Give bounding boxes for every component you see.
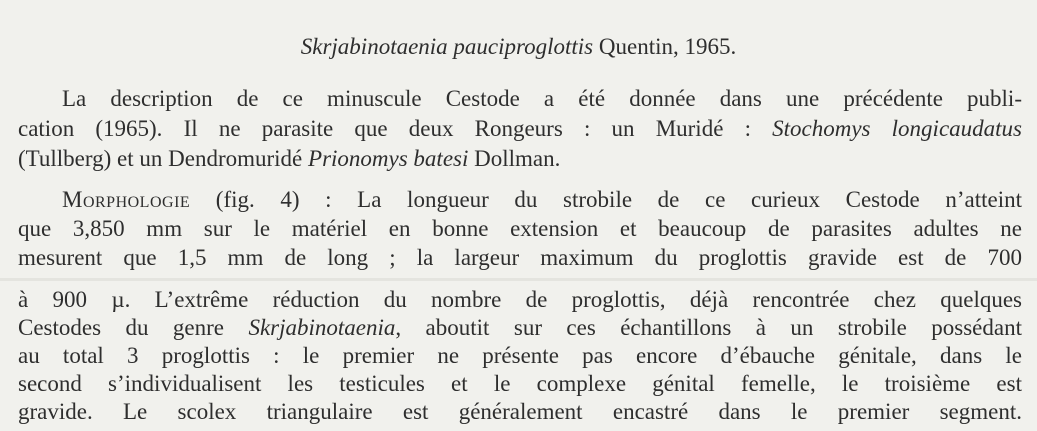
scan-seam [0,278,1037,281]
species-authority: Quentin, 1965. [593,34,737,59]
paragraph2-line1-rest: (fig. 4) : La longueur du strobile de ce curieux Cestode n’atteint [190,187,1022,212]
paragraph2-line7: second s’individualisent les testicules et le complexe génital femelle, le troisième est [18,371,1022,396]
paragraph2-line5 [18,314,1022,342]
paragraph1-line3-text1: (Tullberg) et un Dendromuridé [18,146,309,171]
paragraph2-line1 [18,186,1022,214]
paragraph1-line2-text: cation (1965). Il ne parasite que deux Rongeurs : un Muridé : [18,116,773,141]
paragraph2-line5-text1: Cestodes du genre [18,315,249,340]
paragraph2-line3: mesurent que 1,5 mm de long ; la largeur maximum du proglottis gravide est de 700 [18,245,1022,270]
paragraph2-line4: à 900 µ. L’extrême réduction du nombre de proglottis, déjà rencontrée chez quelques [18,287,1022,312]
paragraph1-line3-text2: Dollman. [468,146,561,171]
section-title [0,33,1037,61]
species-name: Skrjabinotaenia pauciproglottis [300,34,594,59]
paragraph2-line5-text2: , aboutit sur ces échantillons à un strobile possédant [395,315,1022,340]
species-prionomys: Prionomys batesi [308,146,469,171]
paragraph1-line2 [18,115,1022,143]
paragraph1-line3 [18,145,1022,173]
genus-skrjabinotaenia: Skrjabinotaenia [248,315,396,340]
morphologie-heading: Morphologie [62,187,191,212]
paragraph2-line6: au total 3 proglottis : le premier ne présente pas encore d’ébauche génitale, dans le [18,343,1022,368]
paragraph2-line8: gravide. Le scolex triangulaire est généralement encastré dans le premier segment. [18,399,1022,424]
paragraph2-line2: que 3,850 mm sur le matériel en bonne extension et beaucoup de parasites adultes ne [18,216,1022,241]
paragraph1-line1: La description de ce minuscule Cestode a été donnée dans une précédente publi- [62,86,1022,111]
species-stochomys: Stochomys longicaudatus [772,116,1022,141]
